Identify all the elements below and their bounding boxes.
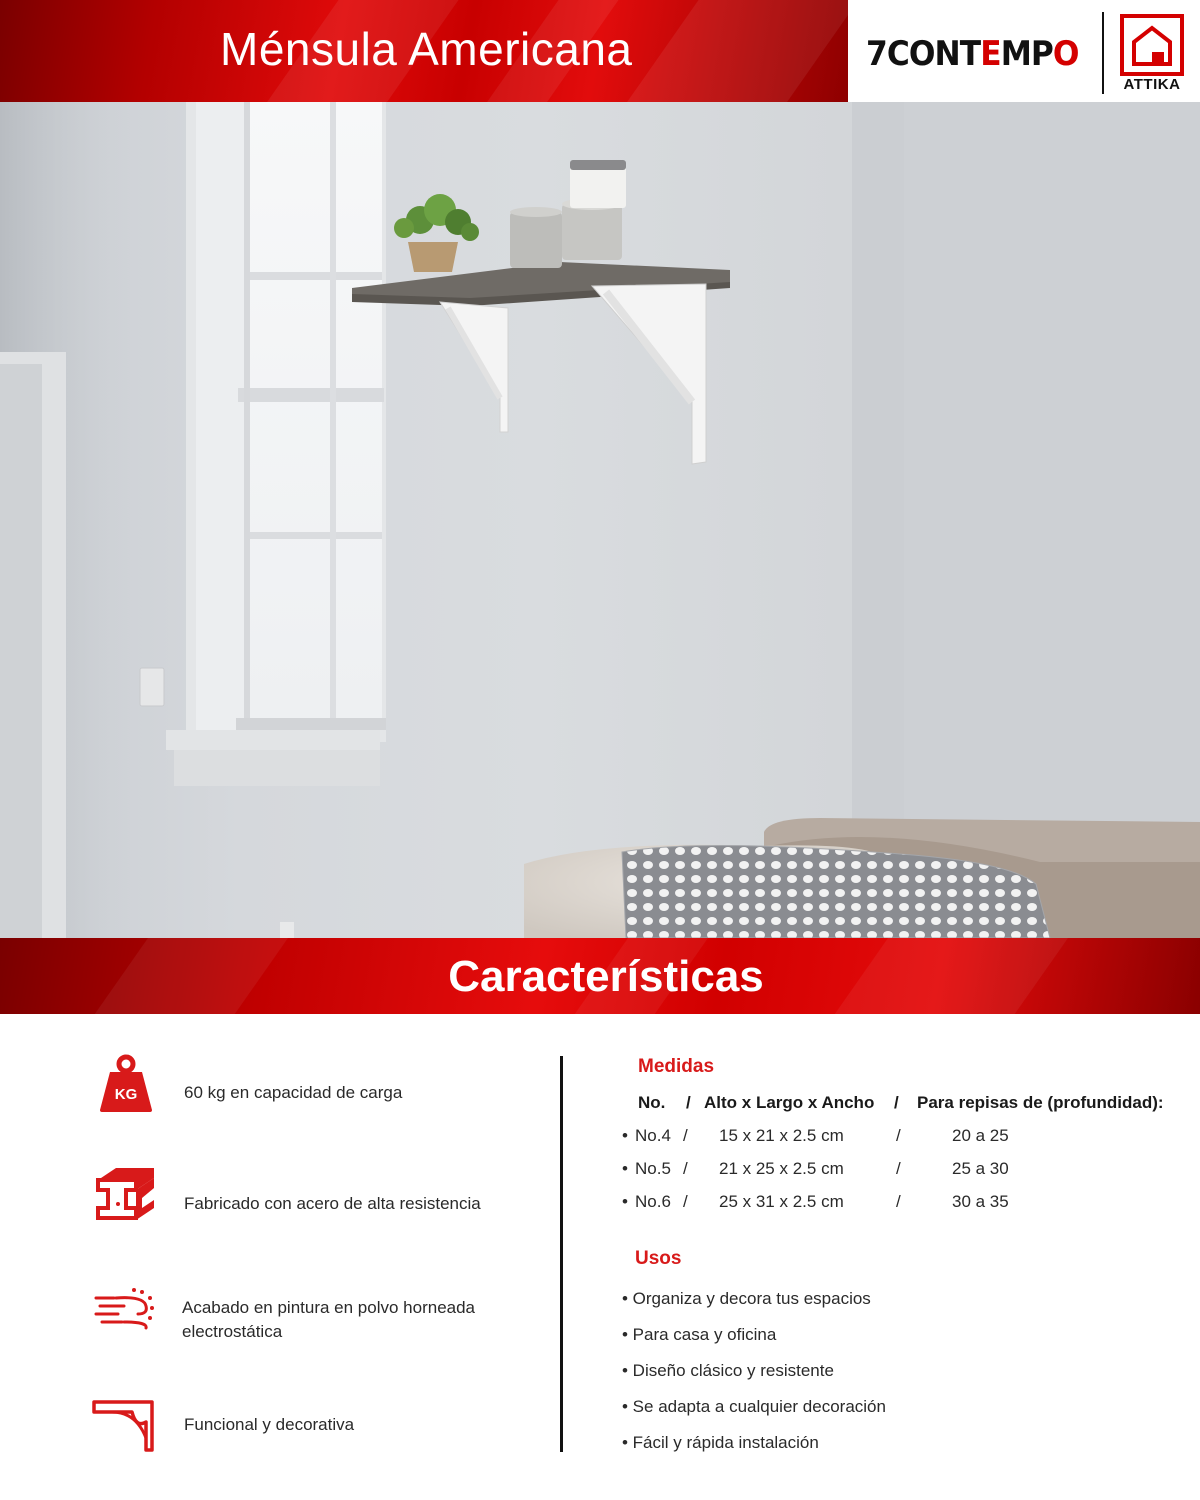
row-dimensions: 21 x 25 x 2.5 cm	[719, 1159, 844, 1178]
page-title: Ménsula Americana	[220, 23, 633, 75]
medidas-title: Medidas	[638, 1056, 715, 1077]
header-banner	[0, 0, 1200, 102]
row-depth: 30 a 35	[952, 1192, 1009, 1211]
row-number: No.4	[635, 1126, 671, 1145]
room-scene	[0, 102, 1200, 938]
section-title: Características	[448, 952, 764, 1001]
logo-area	[848, 0, 1200, 102]
feature-text: Funcional y decorativa	[184, 1415, 355, 1434]
bracket-icon	[92, 1398, 154, 1452]
list-item: • Se adapta a cualquier decoración	[622, 1397, 886, 1416]
row-dimensions: 15 x 21 x 2.5 cm	[719, 1126, 844, 1145]
hero-product-photo	[0, 102, 1200, 938]
feature-text: 60 kg en capacidad de carga	[184, 1083, 403, 1102]
column-divider	[560, 1056, 563, 1452]
list-item: • Para casa y oficina	[622, 1325, 777, 1344]
row-depth: 25 a 30	[952, 1159, 1009, 1178]
house-icon	[1114, 12, 1190, 76]
row-number: No.5	[635, 1159, 671, 1178]
list-item: • Fácil y rápida instalación	[622, 1433, 819, 1452]
attika-logo	[1114, 12, 1190, 96]
header-red-band	[0, 0, 848, 102]
list-item: • Diseño clásico y resistente	[622, 1361, 834, 1380]
row-number: No.6	[635, 1192, 671, 1211]
feature-text: Fabricado con acero de alta resistencia	[184, 1194, 481, 1213]
contempo-logo: 7CONTEMPO	[866, 34, 1079, 74]
row-depth: 20 a 25	[952, 1126, 1009, 1145]
list-item: • Organiza y decora tus espacios	[622, 1289, 871, 1308]
column-separator: /	[686, 1093, 691, 1112]
usos-title: Usos	[635, 1248, 682, 1269]
row-dimensions: 25 x 31 x 2.5 cm	[719, 1192, 844, 1211]
column-header: Alto x Largo x Ancho	[704, 1093, 875, 1112]
weight-kg-icon	[98, 1054, 154, 1114]
logo-divider	[1102, 12, 1104, 94]
powder-coating-icon	[94, 1286, 156, 1332]
feature-text: Acabado en pintura en polvo horneada electrostática	[182, 1298, 476, 1341]
section-band	[0, 938, 1200, 1014]
steel-beam-icon	[94, 1164, 156, 1224]
column-header: No.	[638, 1093, 666, 1112]
attika-logo-text: ATTIKA	[1123, 76, 1181, 93]
column-header: Para repisas de (profundidad):	[917, 1093, 1164, 1112]
column-separator: /	[894, 1093, 899, 1112]
svg-text:KG: KG	[114, 1086, 138, 1103]
